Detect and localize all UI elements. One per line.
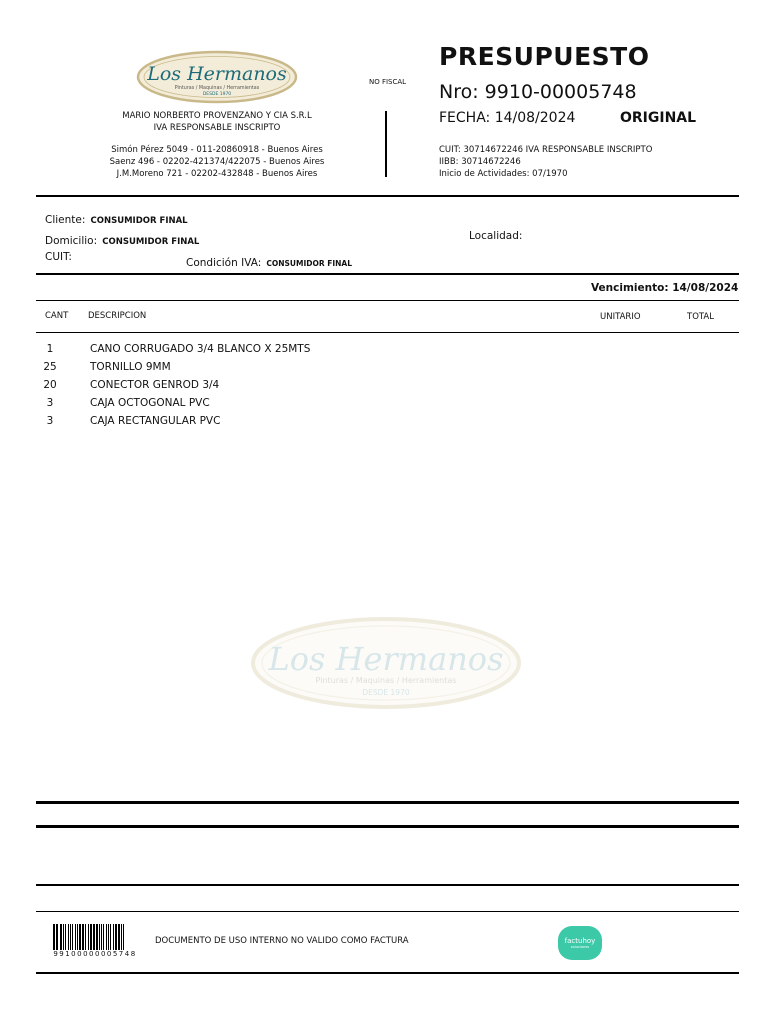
company-name: MARIO NORBERTO PROVENZANO Y CIA S.R.L: [122, 111, 312, 121]
document-title: PRESUPUESTO: [439, 42, 650, 71]
fiscal-cuit: CUIT: 30714672246 IVA RESPONSABLE INSCRIPTO: [439, 145, 653, 155]
address-row: [45, 229, 199, 248]
divider: [36, 332, 739, 333]
watermark-tagline: Pinturas / Maquinas / Herramientas: [315, 676, 457, 685]
badge-subtitle: soluciones: [570, 945, 590, 949]
barcode-bar: [72, 924, 73, 950]
logo-tagline: Pinturas / Maquinas / Herramientas: [174, 86, 260, 91]
barcode-bar: [103, 924, 104, 950]
address-value: CONSUMIDOR FINAL: [102, 237, 200, 247]
barcode-bar: [106, 924, 107, 950]
logo-brand-text: Los Hermanos: [147, 63, 287, 85]
divider: [36, 884, 739, 886]
barcode-bar: [77, 924, 78, 950]
company-address-2: Saenz 496 - 02202-421374/422075 - Buenos Aires: [109, 157, 325, 167]
divider: [36, 911, 739, 912]
divider: [36, 801, 739, 804]
barcode-bar: [60, 924, 62, 950]
fiscal-iibb: IIBB: 30714672246: [439, 157, 521, 167]
row-description: CONECTOR GENROD 3/4: [90, 379, 220, 391]
badge-brand: factuhoy: [564, 937, 596, 945]
barcode-bar: [53, 924, 55, 950]
fiscal-start-date: Inicio de Actividades: 07/1970: [439, 169, 568, 179]
barcode-bar: [121, 924, 122, 950]
barcode-bar: [113, 924, 114, 950]
address-label: Domicilio:: [45, 235, 98, 247]
company-iva: IVA RESPONSABLE INSCRIPTO: [153, 123, 281, 133]
barcode-bar: [79, 924, 81, 950]
divider: [36, 300, 739, 301]
barcode-bar: [93, 924, 95, 950]
row-quantity: 1: [46, 343, 54, 355]
watermark-logo: [250, 615, 522, 711]
barcode-bar: [101, 924, 102, 950]
barcode-bar: [63, 924, 64, 950]
client-row: [45, 208, 188, 227]
barcode-bar: [56, 924, 58, 950]
table-row: [0, 397, 768, 415]
company-address-1: Simón Pérez 5049 - 011-20860918 - Buenos Aires: [111, 145, 323, 155]
divider: [36, 195, 739, 197]
row-description: TORNILLO 9MM: [90, 361, 171, 373]
logo-since: DESDE 1970: [202, 92, 232, 97]
barcode-image: [53, 924, 137, 950]
copy-type-label: ORIGINAL: [620, 110, 697, 126]
divider: [36, 825, 739, 828]
row-quantity: 3: [46, 415, 54, 427]
row-description: CAJA OCTOGONAL PVC: [90, 397, 210, 409]
iva-condition-row: [186, 251, 352, 270]
barcode-bar: [75, 924, 76, 950]
barcode-bar: [96, 924, 98, 950]
document-number: Nro: 9910-00005748: [439, 81, 637, 103]
column-header-total: TOTAL: [687, 312, 714, 322]
no-fiscal-label: NO FISCAL: [369, 78, 407, 86]
barcode-bar: [65, 924, 66, 950]
barcode-number: 99100000005748: [53, 950, 137, 958]
client-value: CONSUMIDOR FINAL: [90, 216, 188, 226]
barcode-bar: [108, 924, 109, 950]
divider: [36, 972, 739, 974]
watermark-brand-text: Los Hermanos: [268, 640, 504, 678]
locality-label: Localidad:: [469, 230, 523, 242]
row-quantity: 3: [46, 397, 54, 409]
divider: [36, 273, 739, 275]
barcode-bar: [70, 924, 71, 950]
client-label: Cliente:: [45, 214, 86, 226]
iva-condition-value: CONSUMIDOR FINAL: [266, 259, 353, 268]
row-quantity: 25: [43, 361, 57, 373]
barcode-bar: [115, 924, 117, 950]
table-row: [0, 415, 768, 433]
barcode-bar: [118, 924, 120, 950]
barcode-bar: [99, 924, 100, 950]
factuhoy-logo: [558, 926, 602, 960]
table-row: [0, 379, 768, 397]
table-row: [0, 361, 768, 379]
barcode-bar: [85, 924, 86, 950]
iva-condition-label: Condición IVA:: [186, 257, 262, 269]
document-date: FECHA: 14/08/2024: [439, 110, 576, 126]
barcode-bar: [82, 924, 84, 950]
footer-disclaimer: DOCUMENTO DE USO INTERNO NO VALIDO COMO FACTURA: [155, 936, 409, 946]
header-divider: [385, 111, 387, 177]
client-cuit-label: CUIT:: [45, 251, 72, 263]
barcode-bar: [90, 924, 92, 950]
column-header-unit-price: UNITARIO: [600, 312, 641, 322]
row-quantity: 20: [43, 379, 57, 391]
watermark-since: DESDE 1970: [362, 688, 410, 697]
barcode-bar: [123, 924, 124, 950]
row-description: CANO CORRUGADO 3/4 BLANCO X 25MTS: [90, 343, 311, 355]
barcode-bar: [110, 924, 111, 950]
company-address-3: J.M.Moreno 721 - 02202-432848 - Buenos Aires: [116, 169, 318, 179]
column-header-cant: CANT: [45, 311, 69, 321]
table-row: [0, 343, 768, 361]
row-description: CAJA RECTANGULAR PVC: [90, 415, 221, 427]
column-header-description: DESCRIPCION: [88, 311, 147, 321]
barcode-bar: [88, 924, 89, 950]
company-logo: [136, 50, 298, 104]
barcode-bar: [68, 924, 69, 950]
due-date: Vencimiento: 14/08/2024: [591, 282, 739, 294]
